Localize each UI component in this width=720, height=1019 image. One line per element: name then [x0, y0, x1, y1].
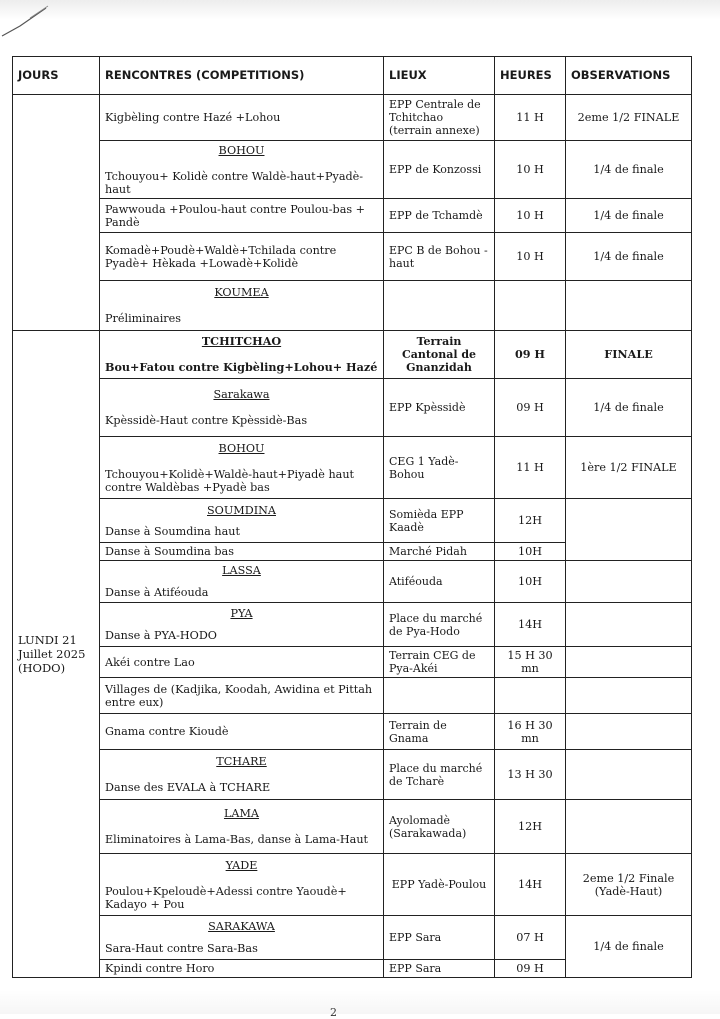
lieu-cell: EPP Sara [384, 960, 495, 978]
match-text: Eliminatoires à Lama-Bas, danse à Lama-Haut [105, 833, 369, 846]
venue-heading: TCHARE [216, 755, 267, 768]
lieu-cell [384, 281, 495, 331]
lieu-cell: Somièda EPP Kaadè [384, 499, 495, 543]
match-text: Gnama contre Kioudè [105, 725, 229, 738]
heure-cell [495, 281, 566, 331]
header-heures: HEURES [495, 57, 566, 95]
obs-cell [566, 647, 692, 678]
heure-cell: 10H [495, 543, 566, 561]
table-row [13, 714, 692, 750]
match-cell [100, 960, 384, 978]
match-text: Pawwouda +Poulou-haut contre Poulou-bas + Pandè [105, 202, 366, 229]
lieu-cell: Marché Pidah [384, 543, 495, 561]
lieu-cell: EPP de Konzossi [384, 141, 495, 199]
match-cell [100, 437, 384, 499]
match-text: Danse à Soumdina bas [105, 545, 234, 558]
obs-cell: 1/4 de finale [566, 199, 692, 233]
match-text: Akéi contre Lao [105, 655, 195, 669]
heure-cell: 10 H [495, 199, 566, 233]
obs-cell: 1/4 de finale [566, 916, 692, 978]
header-row [13, 57, 692, 95]
match-cell [100, 678, 384, 714]
heure-cell: 10H [495, 561, 566, 603]
lieu-cell: EPC B de Bohou -haut [384, 233, 495, 281]
match-text: Danse des EVALA à TCHARE [105, 781, 271, 794]
match-text: Danse à Atiféouda [105, 586, 209, 599]
table-row [13, 233, 692, 281]
match-cell [100, 95, 384, 141]
match-cell [100, 543, 384, 561]
table-row [13, 800, 692, 854]
heure-cell: 10 H [495, 141, 566, 199]
match-text: Bou+Fatou contre Kigbèling+Lohou+ Hazé [105, 360, 378, 374]
venue-heading: YADE [225, 858, 258, 872]
table-row [13, 199, 692, 233]
table-row [13, 281, 692, 331]
obs-cell [566, 714, 692, 750]
heure-cell: 13 H 30 [495, 750, 566, 800]
match-text: Tchouyou+Kolidè+Waldè-haut+Piyadè haut contre Waldèbas +Pyadè bas [105, 467, 355, 494]
obs-cell: 2eme 1/2 FINALE [566, 95, 692, 141]
day-line-3: (HODO) [18, 661, 66, 675]
table-row [13, 561, 692, 603]
venue-heading: Sarakawa [213, 388, 270, 401]
header-jours: JOURS [13, 57, 100, 95]
obs-cell: 1/4 de finale [566, 379, 692, 437]
obs-cell [566, 561, 692, 603]
lieu-cell: EPP Sara [384, 916, 495, 960]
venue-heading: SARAKAWA [208, 920, 275, 933]
match-cell [100, 499, 384, 543]
match-text: Préliminaires [105, 312, 182, 325]
match-cell [100, 714, 384, 750]
obs-cell [566, 678, 692, 714]
obs-cell [566, 281, 692, 331]
match-text: Danse à PYA-HODO [105, 629, 217, 642]
heure-cell: 09 H [495, 331, 566, 379]
corner-pen-stroke [0, 0, 60, 40]
heure-cell: 14H [495, 603, 566, 647]
match-text: Kigbèling contre Hazé +Lohou [105, 111, 281, 124]
heure-cell: 12H [495, 499, 566, 543]
heure-cell: 10 H [495, 233, 566, 281]
match-text: Poulou+Kpeloudè+Adessi contre Yaoudè+ Kadayo + Pou [105, 884, 347, 911]
match-cell [100, 916, 384, 960]
obs-cell [566, 499, 692, 561]
table-row [13, 499, 692, 543]
match-text: Kpèssidè-Haut contre Kpèssidè-Bas [105, 414, 308, 427]
lieu-cell: EPP Kpèssidè [384, 379, 495, 437]
heure-cell: 14H [495, 854, 566, 916]
table-row [13, 678, 692, 714]
match-cell [100, 854, 384, 916]
table-row [13, 854, 692, 916]
match-cell [100, 199, 384, 233]
header-lieux: LIEUX [384, 57, 495, 95]
heure-cell [495, 678, 566, 714]
table-row [13, 379, 692, 437]
header-rencontres: RENCONTRES (COMPETITIONS) [100, 57, 384, 95]
match-cell [100, 647, 384, 678]
heure-cell: 09 H [495, 379, 566, 437]
venue-heading: TCHITCHAO [201, 334, 282, 348]
venue-heading: LASSA [222, 564, 261, 577]
heure-cell: 16 H 30 mn [495, 714, 566, 750]
lieu-cell [384, 678, 495, 714]
lieu-cell: Atiféouda [384, 561, 495, 603]
day-cell [13, 331, 100, 978]
venue-heading: BOHOU [218, 143, 265, 157]
table-row [13, 331, 692, 379]
lieu-cell: Terrain de Gnama [384, 714, 495, 750]
heure-cell: 09 H [495, 960, 566, 978]
day-line-1: LUNDI 21 [18, 633, 77, 647]
heure-cell: 07 H [495, 916, 566, 960]
match-cell [100, 561, 384, 603]
obs-cell [566, 603, 692, 647]
venue-heading: BOHOU [218, 441, 265, 455]
lieu-cell: EPP de Tchamdè [384, 199, 495, 233]
lieu-cell: CEG 1 Yadè-Bohou [384, 437, 495, 499]
table-row [13, 750, 692, 800]
heure-cell: 12H [495, 800, 566, 854]
heure-cell: 11 H [495, 437, 566, 499]
header-observations: OBSERVATIONS [566, 57, 692, 95]
venue-heading: LAMA [223, 807, 260, 820]
heure-cell: 15 H 30 mn [495, 647, 566, 678]
obs-cell: 1/4 de finale [566, 233, 692, 281]
obs-cell: FINALE [566, 331, 692, 379]
match-text: Komadè+Poudè+Waldè+Tchilada contre Pyadè+ Hèkada +Lowadè+Kolidè [105, 243, 337, 270]
table-row [13, 437, 692, 499]
match-cell [100, 281, 384, 331]
table-row [13, 647, 692, 678]
obs-cell [566, 800, 692, 854]
lieu-cell: Place du marché de Tcharè [384, 750, 495, 800]
match-cell [100, 141, 384, 199]
venue-heading: KOUMEA [214, 286, 269, 299]
day-cell-empty [13, 95, 100, 331]
obs-cell: 2eme 1/2 Finale (Yadè-Haut) [566, 854, 692, 916]
obs-cell [566, 750, 692, 800]
lieu-cell: Terrain CEG de Pya-Akéi [384, 647, 495, 678]
table-row [13, 603, 692, 647]
lieu-cell: EPP Yadè-Poulou [384, 854, 495, 916]
table-row [13, 916, 692, 960]
venue-heading: PYA [230, 607, 253, 620]
table-row [13, 141, 692, 199]
match-text: Villages de (Kadjika, Koodah, Awidina et Pittah entre eux) [105, 682, 373, 709]
table-row [13, 95, 692, 141]
match-text: Kpindi contre Horo [105, 962, 215, 975]
match-text: Sara-Haut contre Sara-Bas [105, 942, 258, 955]
lieu-cell: EPP Centrale de Tchitchao (terrain annexe) [384, 95, 495, 141]
page-number: 2 [330, 1006, 337, 1019]
heure-cell: 11 H [495, 95, 566, 141]
lieu-cell: Terrain Cantonal de Gnanzidah [384, 331, 495, 379]
schedule-table [12, 56, 692, 978]
match-cell [100, 379, 384, 437]
match-cell [100, 800, 384, 854]
match-cell [100, 331, 384, 379]
venue-heading: SOUMDINA [207, 503, 276, 517]
match-cell [100, 750, 384, 800]
match-cell [100, 603, 384, 647]
obs-cell: 1ère 1/2 FINALE [566, 437, 692, 499]
lieu-cell: Place du marché de Pya-Hodo [384, 603, 495, 647]
match-text: Tchouyou+ Kolidè contre Waldè-haut+Pyadè-haut [105, 169, 364, 196]
match-cell [100, 233, 384, 281]
day-line-2: Juillet 2025 [18, 647, 86, 661]
obs-cell: 1/4 de finale [566, 141, 692, 199]
match-text: Danse à Soumdina haut [105, 524, 240, 538]
lieu-cell: Ayolomadè (Sarakawada) [384, 800, 495, 854]
